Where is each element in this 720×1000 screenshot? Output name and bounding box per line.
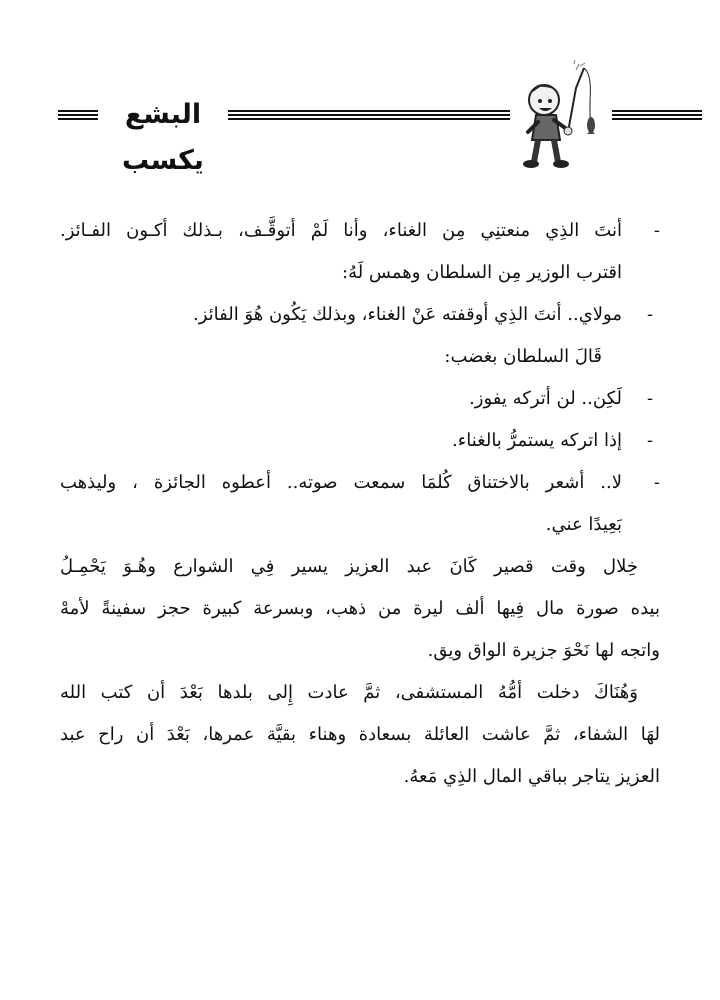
dialogue-line bbox=[60, 462, 660, 504]
header-rule-left bbox=[58, 110, 98, 120]
dialogue-dash: - bbox=[646, 388, 654, 409]
text-line: خِلال وقت قصير كَانَ عبد العزيز يسير فِي الشوارع وهُـوَ يَحْمِـلُ bbox=[60, 556, 638, 577]
header-rule-middle bbox=[228, 110, 510, 120]
page-title: البشع يكسب bbox=[122, 99, 204, 176]
dialogue-line bbox=[60, 420, 660, 462]
text-line: بيده صورة مال فِيها ألف ليرة من ذهب، وبسرعة كبيرة حجز سفينةً لأمهْ bbox=[60, 598, 660, 619]
dialogue-dash: - bbox=[653, 472, 660, 493]
boy-with-fishing-rod-icon bbox=[510, 60, 612, 170]
story-text bbox=[60, 210, 660, 798]
text-line: أنتَ الذِي منعتنِي مِن الغناء، وأنا لَمْ أتوقَّـف، بـذلك أكـون الفـائز. bbox=[60, 220, 622, 241]
text-line: لَكِن.. لن أتركه يفوز. bbox=[469, 388, 622, 409]
text-line: لهَا الشفاء، ثمَّ عاشت العائلة بسعادة وهناء بقيَّة عمرها، بَعْدَ أن راح عبد bbox=[60, 724, 660, 745]
dialogue-dash: - bbox=[646, 430, 654, 451]
page-header bbox=[0, 60, 720, 176]
dialogue-line bbox=[60, 210, 660, 252]
dialogue-dash: - bbox=[653, 220, 660, 241]
text-line: قَالَ السلطان بغضب: bbox=[444, 346, 602, 367]
header-rule-right bbox=[612, 110, 702, 120]
dialogue-line bbox=[60, 294, 660, 336]
text-line: العزيز يتاجر بباقي المال الذِي مَعهُ. bbox=[403, 766, 660, 787]
text-line: بَعِيدًا عني. bbox=[545, 514, 622, 535]
text-line: واتجه لها نَحْوَ جزيرة الواق ويق. bbox=[427, 640, 660, 661]
dialogue-line bbox=[60, 378, 660, 420]
text-line: إذا اتركه يستمرُّ بالغناء. bbox=[452, 430, 622, 451]
dialogue-dash: - bbox=[646, 304, 654, 325]
text-line: اقترب الوزير مِن السلطان وهمس لَهُ: bbox=[342, 262, 622, 283]
text-line: لا.. أشعر بالاختناق كُلمَا سمعت صوته.. أعطوه الجائزة ، وليذهب bbox=[60, 472, 622, 493]
text-line: وَهُنَاكَ دخلت أمُّهُ المستشفى، ثمَّ عادت إِلى بلدها بَعْدَ أن كتب الله bbox=[60, 682, 638, 703]
text-line: مولاي.. أنتَ الذِي أوقفته عَنْ الغناء، وبذلك يَكُون هُوَ الفائز. bbox=[192, 304, 622, 325]
